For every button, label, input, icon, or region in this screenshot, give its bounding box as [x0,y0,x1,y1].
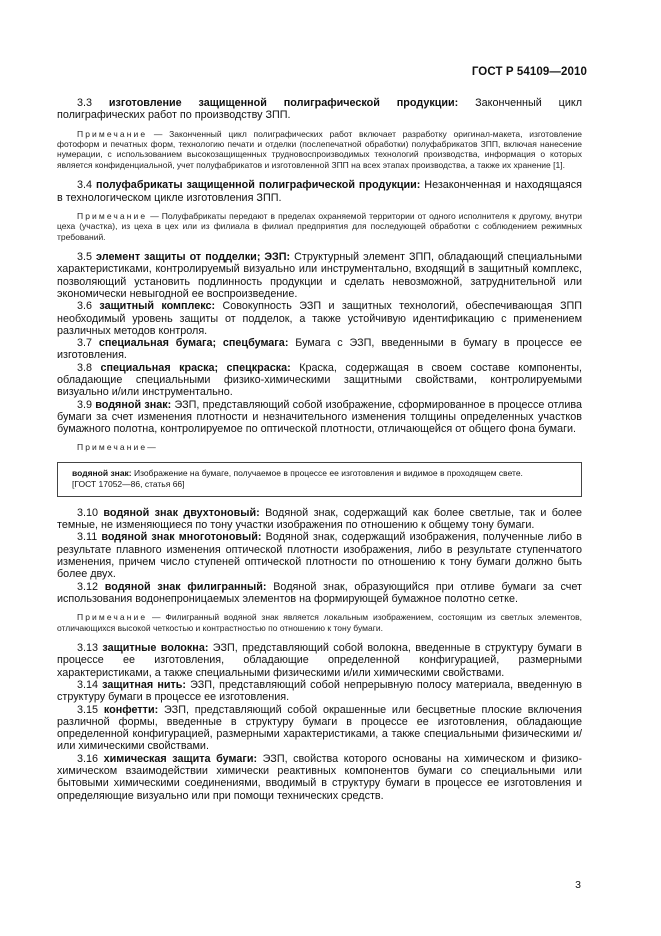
term-number: 3.14 [77,678,99,691]
term-3-7 [57,337,582,362]
term-3-9 [57,399,582,436]
term-title: химическая защита бумаги: [103,752,258,765]
note-label: Примечание [77,210,148,221]
term-definition: Совокупность ЭЗП и защитных технологий, обеспечивающая ЗПП необходимый уровень защиты от подделок, а также устойчивую идентификацию с применением различных методов контроля. [57,300,583,337]
reference-box [57,462,582,497]
note-text: — Филигранный водяной знак является локальным изображением, состоящим из светлых элементов, отличающихся высокой четкостью и контрастностью по отношению к тону бумаги. [57,612,582,633]
note-text: — Законченный цикл полиграфических работ включает разработку оригинал-макета, изготовление фотоформ и печатных форм, технологию печати и отделки (послепечатной обработки) полуфабрикатов ЗПП, включая нанесение нумерации, с использованием высокозащищенных трудновоспроизводимых технологий производства, информация о которых является конфиденциальной, учет полуфабрикатов и изготовленной ЗПП на всех этапах производства, а также их хранение [1]. [57,128,582,170]
term-3-14 [57,679,582,704]
term-definition: Водяной знак, содержащий изображения, полученные либо в результате плавного изменения оптической плотности изображения, либо в результате ступенчатого изменения, причем число ступеней оптической плотности по отношению к тону бумаги должно быть более двух. [57,531,582,581]
term-title: полуфабрикаты защищенной полиграфической продукции: [95,179,421,192]
note-text: — Полуфабрикаты передают в пределах охраняемой территории от одного исполнителя к другому, внутри цеха (участка), из цеха в цех или из филиала в филиал предприятия для последующей обработки с соблюдением режимных требований. [57,210,582,242]
note-text: — [147,442,156,453]
note-3-9 [57,442,582,452]
term-definition: Водяной знак, содержащий как более светлые, так и более темные, не изменяющиеся по тону участки изображения по отношению к общему тону бумаги. [57,506,583,532]
reference-definition [72,468,573,479]
reference-source: [ГОСТ 17052—86, статья 66] [72,478,185,489]
note-label: Примечание [77,442,148,453]
term-number: 3.6 [77,300,93,313]
term-3-3 [57,97,582,122]
term-number: 3.16 [77,752,99,765]
term-3-4 [57,179,582,204]
term-number: 3.10 [77,506,99,519]
note-3-12 [57,612,582,633]
term-3-10 [57,507,582,532]
term-definition: ЭЗП, представляющий собой непрерывную полосу материала, введенную в структуру бумаги в процессе ее изготовления. [57,678,582,704]
term-definition: ЭЗП, представляющий собой волокна, введенные в структуру бумаги в процессе ее изготовления, обладающие определенной конфигурацией, размерными характеристиками, а также специальными физическими и/или химическими свойствами. [57,642,583,679]
term-number: 3.5 [77,251,93,264]
term-definition: ЭЗП, свойства которого основаны на химическом и физико-химическом взаимодействии химически реактивных компонентов бумаги со специальными или бытовыми химическими соединениями, вводимый в структуру бумаги в процессе ее изготовления и определяющие визуально или при помощи технических средств. [57,752,582,802]
term-title: водяной знак двухтоновый: [103,506,260,519]
term-definition: ЭЗП, представляющий собой изображение, сформированное в процессе отлива бумаги за счет изменения плотности и незначительного изменения толщины определенных участков бумажного полотна, контролируемое по оптической плотности, отличающейся от общего фона бумаги. [57,398,583,436]
term-3-16 [57,753,582,802]
term-title: конфетти: [103,703,159,716]
term-number: 3.3 [77,97,93,109]
term-title: защитные волокна: [102,642,209,655]
term-number: 3.13 [77,642,99,655]
term-title: элемент защиты от подделки; ЭЗП: [96,251,291,264]
term-title: изготовление защищенной полиграфической продукции: [108,97,459,109]
term-definition: Бумага с ЭЗП, введенными в бумагу в процессе ее изготовления. [57,337,582,362]
term-definition: Структурный элемент ЗПП, обладающий специальными характеристиками, контролируемый визуально или инструментально, входящий в защитный комплекс, позволяющий установить подлинность продукции и сделать невозможной, затруднительной или экономически невыгодной ее воспроизведение. [57,251,582,300]
reference-text: Изображение на бумаге, получаемое в процессе ее изготовления и видимое в проходящем свете. [131,467,523,478]
term-title: водяной знак: [95,398,172,411]
term-3-8 [57,362,582,399]
term-title: защитная нить: [102,678,187,691]
term-definition: Краска, содержащая в своем составе компоненты, обладающие специальными физико-химическими защитными свойствами, контролируемыми визуально и/или инструментально. [57,361,583,399]
term-3-13 [57,642,582,679]
reference-term: водяной знак: [72,467,132,478]
term-number: 3.9 [77,398,93,411]
note-3-3 [57,129,582,171]
term-3-12 [57,581,582,606]
term-title: специальная бумага; спецбумага: [98,337,289,350]
document-header: ГОСТ Р 54109—2010 [471,66,587,78]
term-title: защитный комплекс: [99,300,216,313]
term-definition: Законченный цикл полиграфических работ по производству ЗПП. [57,97,583,122]
term-3-6 [57,300,582,337]
term-title: водяной знак многотоновый: [101,531,262,544]
note-label: Примечание [77,128,148,139]
term-title: водяной знак филигранный: [104,580,267,593]
term-number: 3.15 [77,703,99,716]
term-definition: Водяной знак, образующийся при отливе бумаги за счет использования водонепроницаемых элементов на формирующей бумажное полотно сетке. [57,580,582,605]
term-number: 3.4 [77,179,93,192]
term-number: 3.12 [77,580,99,593]
term-title: специальная краска; спецкраска: [100,361,291,374]
note-3-4 [57,211,582,242]
term-definition: Незаконченная и находящаяся в технологическом цикле изготовления ЗПП. [57,179,583,204]
term-3-5 [57,251,582,300]
term-number: 3.11 [77,531,98,544]
term-definition: ЭЗП, представляющий собой окрашенные или бесцветные плоские включения различной формы, введенные в структуру бумаги в процессе ее изготовления, обладающие определенной конфигурацией, размерными характеристиками, а также специальными физическими и/или химическими свойствами. [57,703,582,753]
term-number: 3.7 [77,337,93,350]
term-3-15 [57,704,582,753]
document-body [57,97,582,802]
term-3-11 [57,531,582,580]
note-label: Примечание [77,612,148,623]
term-number: 3.8 [77,361,93,374]
page-number: 3 [575,879,581,891]
